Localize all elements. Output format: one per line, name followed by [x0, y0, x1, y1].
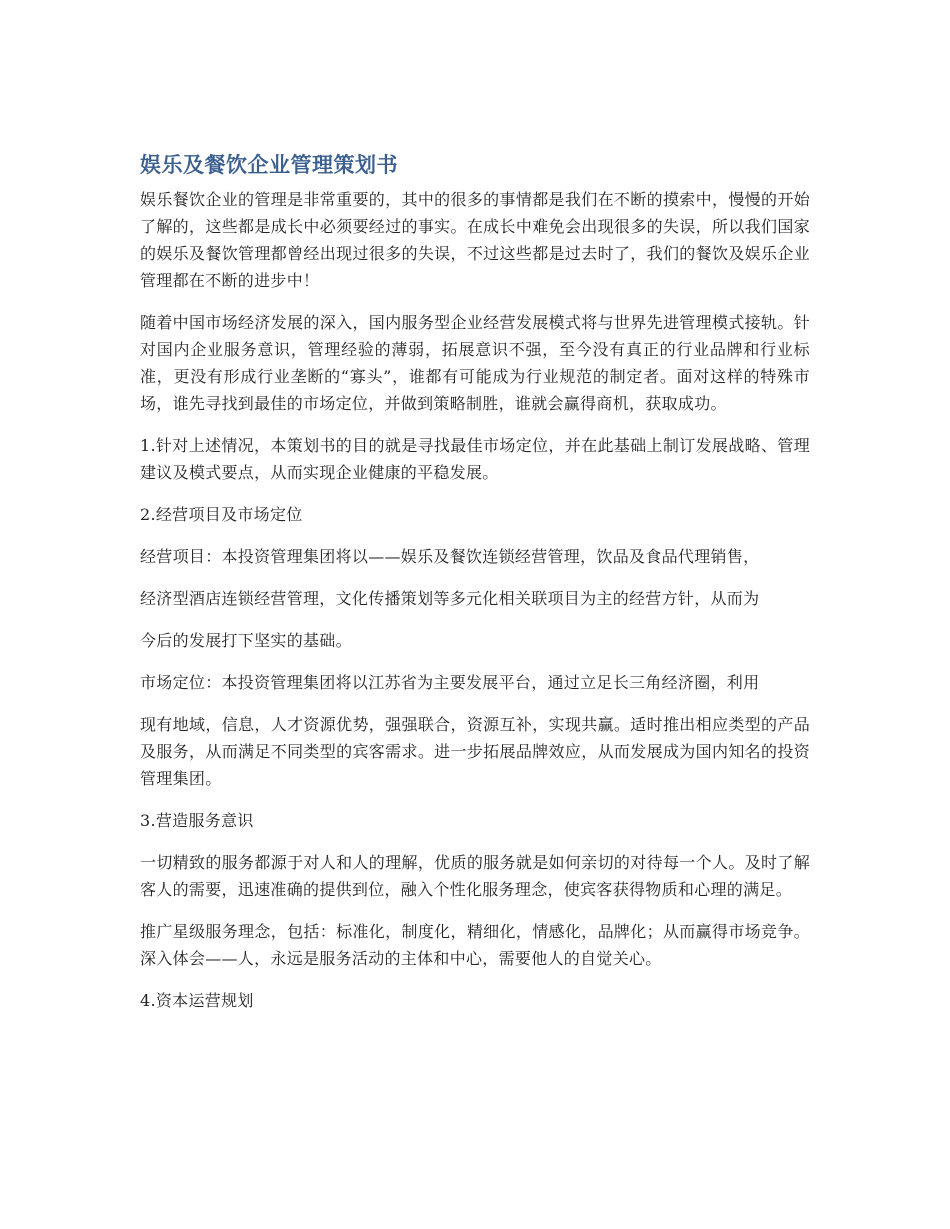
document-title: 娱乐及餐饮企业管理策划书 [140, 153, 398, 177]
market-positioning-line-1: 市场定位：本投资管理集团将以江苏省为主要发展平台，通过立足长三角经济圈，利用 [140, 673, 760, 692]
document-page [140, 150, 810, 1029]
section-heading-capital-operation: 4.资本运营规划 [140, 991, 254, 1010]
purpose-paragraph: 1.针对上述情况，本策划书的目的就是寻找最佳市场定位，并在此基础上制订发展战略、管理建议及模式要点，从而实现企业健康的平稳发展。 [140, 436, 810, 482]
business-items-line-2: 经济型酒店连锁经营管理，文化传播策划等多元化相关联项目为主的经营方针，从而为 [140, 589, 760, 608]
business-items-line-3: 今后的发展打下坚实的基础。 [140, 631, 352, 650]
market-background-paragraph: 随着中国市场经济发展的深入，国内服务型企业经营发展模式将与世界先进管理模式接轨。针对国内企业服务意识，管理经验的薄弱，拓展意识不强，至今没有真正的行业品牌和行业标准，更没有形成行业垄断的“寡头”，谁都有可能成为行业规范的制定者。面对这样的特殊市场，谁先寻找到最佳的市场定位，并做到策略制胜，谁就会赢得商机，获取成功。 [140, 313, 810, 413]
business-items-line-1: 经营项目：本投资管理集团将以——娱乐及餐饮连锁经营管理，饮品及食品代理销售， [140, 547, 760, 566]
service-paragraph-1: 一切精致的服务都源于对人和人的理解，优质的服务就是如何亲切的对待每一个人。及时了解客人的需要，迅速准确的提供到位，融入个性化服务理念，使宾客获得物质和心理的满足。 [140, 853, 810, 899]
intro-paragraph: 娱乐餐饮企业的管理是非常重要的，其中的很多的事情都是我们在不断的摸索中，慢慢的开始了解的，这些都是成长中必须要经过的事实。在成长中难免会出现很多的失误，所以我们国家的娱乐及餐饮管理都曾经出现过很多的失误，不过这些都是过去时了，我们的餐饮及娱乐企业管理都在不断的进步中！ [140, 190, 810, 290]
market-positioning-line-2: 现有地域，信息，人才资源优势，强强联合，资源互补，实现共赢。适时推出相应类型的产品及服务，从而满足不同类型的宾客需求。进一步拓展品牌效应，从而发展成为国内知名的投资管理集团。 [140, 715, 810, 788]
service-paragraph-2: 推广星级服务理念，包括：标准化，制度化，精细化，情感化，品牌化；从而赢得市场竞争。深入体会——人，永远是服务活动的主体和中心，需要他人的自觉关心。 [140, 922, 810, 968]
section-heading-business-positioning: 2.经营项目及市场定位 [140, 505, 303, 524]
section-heading-service-awareness: 3.营造服务意识 [140, 811, 254, 830]
